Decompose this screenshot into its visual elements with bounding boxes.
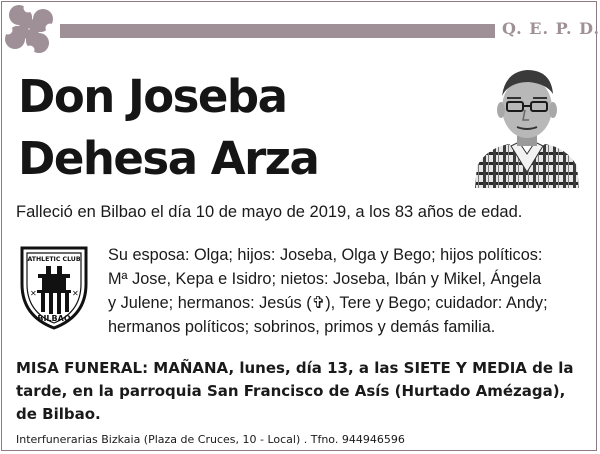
svg-text:✕: ✕ — [30, 289, 37, 298]
family-line: hermanos políticos; sobrinos, primos y demás familia. — [108, 318, 496, 336]
death-notice: Falleció en Bilbao el día 10 de mayo de 2019, a los 83 años de edad. — [16, 203, 523, 221]
family-list — [108, 243, 578, 339]
deceased-name-line-2: Dehesa Arza — [18, 132, 319, 185]
funeral-line: de Bilbao. — [16, 405, 101, 423]
family-line: Su esposa: Olga; hijos: Joseba, Olga y Bego; hijos políticos: — [108, 246, 543, 264]
crest-top-text: ATHLETIC CLUB — [27, 256, 81, 263]
qepd-heading: Q. E. P. D. — [502, 19, 600, 38]
funeral-announcement — [16, 357, 586, 426]
funeral-line: tarde, en la parroquia San Francisco de Asís (Hurtado Amézaga), — [16, 382, 566, 400]
deceased-photo — [473, 62, 581, 188]
header-bar — [60, 24, 495, 38]
family-line: Mª Jose, Kepa e Isidro; nietos: Joseba, Ibán y Mikel, Ángela — [108, 270, 542, 288]
family-line: y Julene; hermanos: Jesús (✞), Tere y Bego; cuidador: Andy; — [108, 294, 548, 312]
crest-bottom-text: BILBAO — [37, 314, 71, 323]
funeral-line: MISA FUNERAL: MAÑANA, lunes, día 13, a las SIETE Y MEDIA de la — [16, 359, 574, 377]
athletic-club-crest — [16, 244, 92, 330]
deceased-name-line-1: Don Joseba — [18, 70, 287, 123]
lauburu-icon — [4, 4, 54, 54]
svg-text:✕: ✕ — [72, 289, 79, 298]
funeral-home-footer: Interfunerarias Bizkaia (Plaza de Cruces, 10 - Local) . Tfno. 944946596 — [16, 433, 405, 446]
